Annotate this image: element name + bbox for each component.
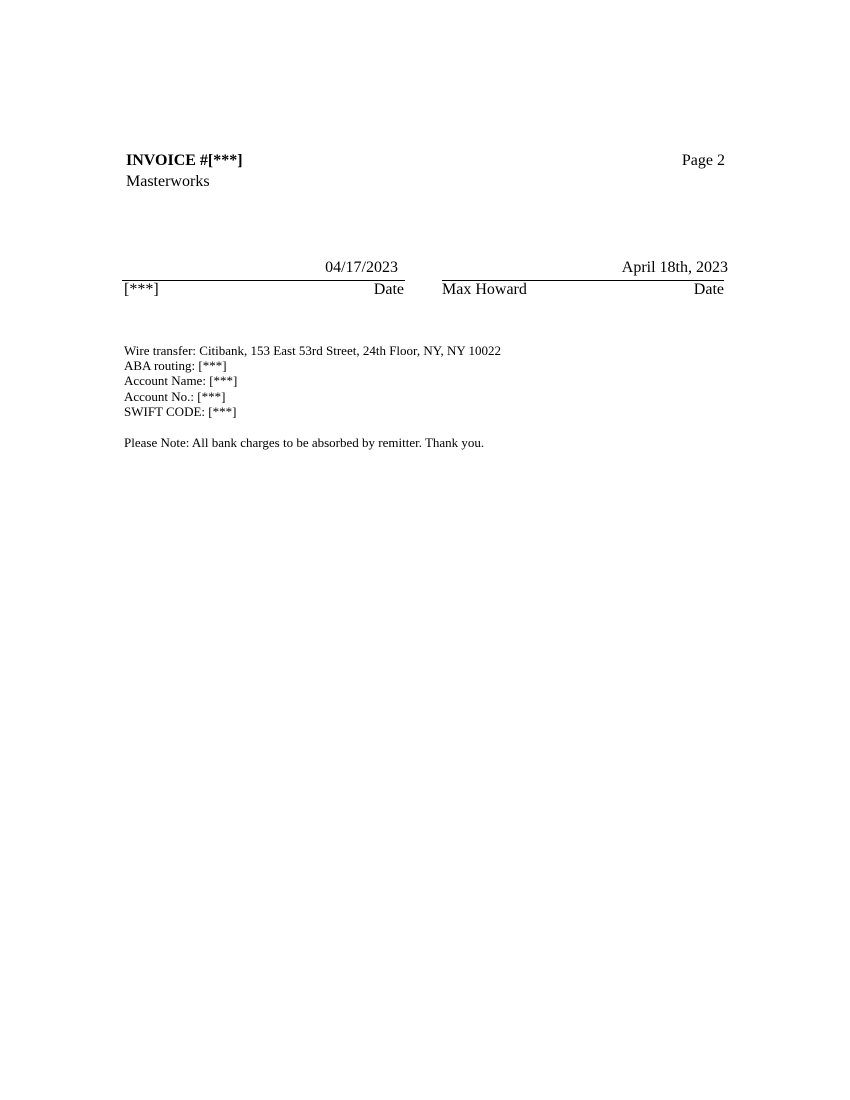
wire-account-number: Account No.: [***]: [124, 388, 226, 404]
date-caption-left: Date: [373, 281, 404, 298]
company-name: Masterworks: [126, 173, 210, 190]
signature-date-left: 04/17/2023: [325, 259, 398, 276]
page-number: Page 2: [681, 152, 725, 169]
wire-transfer-details: [124, 343, 501, 419]
signature-date-right: April 18th, 2023: [621, 259, 728, 276]
wire-swift-code: SWIFT CODE: [***]: [124, 403, 237, 419]
signature-line-left: [122, 280, 405, 281]
signature-block-left: [122, 259, 405, 299]
date-caption-right: Date: [693, 281, 724, 298]
signature-block-right: [442, 259, 728, 299]
signatory-name-right: Max Howard: [442, 281, 527, 298]
invoice-title: INVOICE #[***]: [126, 152, 243, 169]
wire-aba-routing: ABA routing: [***]: [124, 358, 227, 374]
bank-charges-note: Please Note: All bank charges to be absorbed by remitter. Thank you.: [124, 435, 485, 450]
signatory-name-left: [***]: [124, 281, 159, 298]
wire-bank-line: Wire transfer: Citibank, 153 East 53rd Street, 24th Floor, NY, NY 10022: [124, 343, 501, 358]
wire-account-name: Account Name: [***]: [124, 373, 238, 389]
